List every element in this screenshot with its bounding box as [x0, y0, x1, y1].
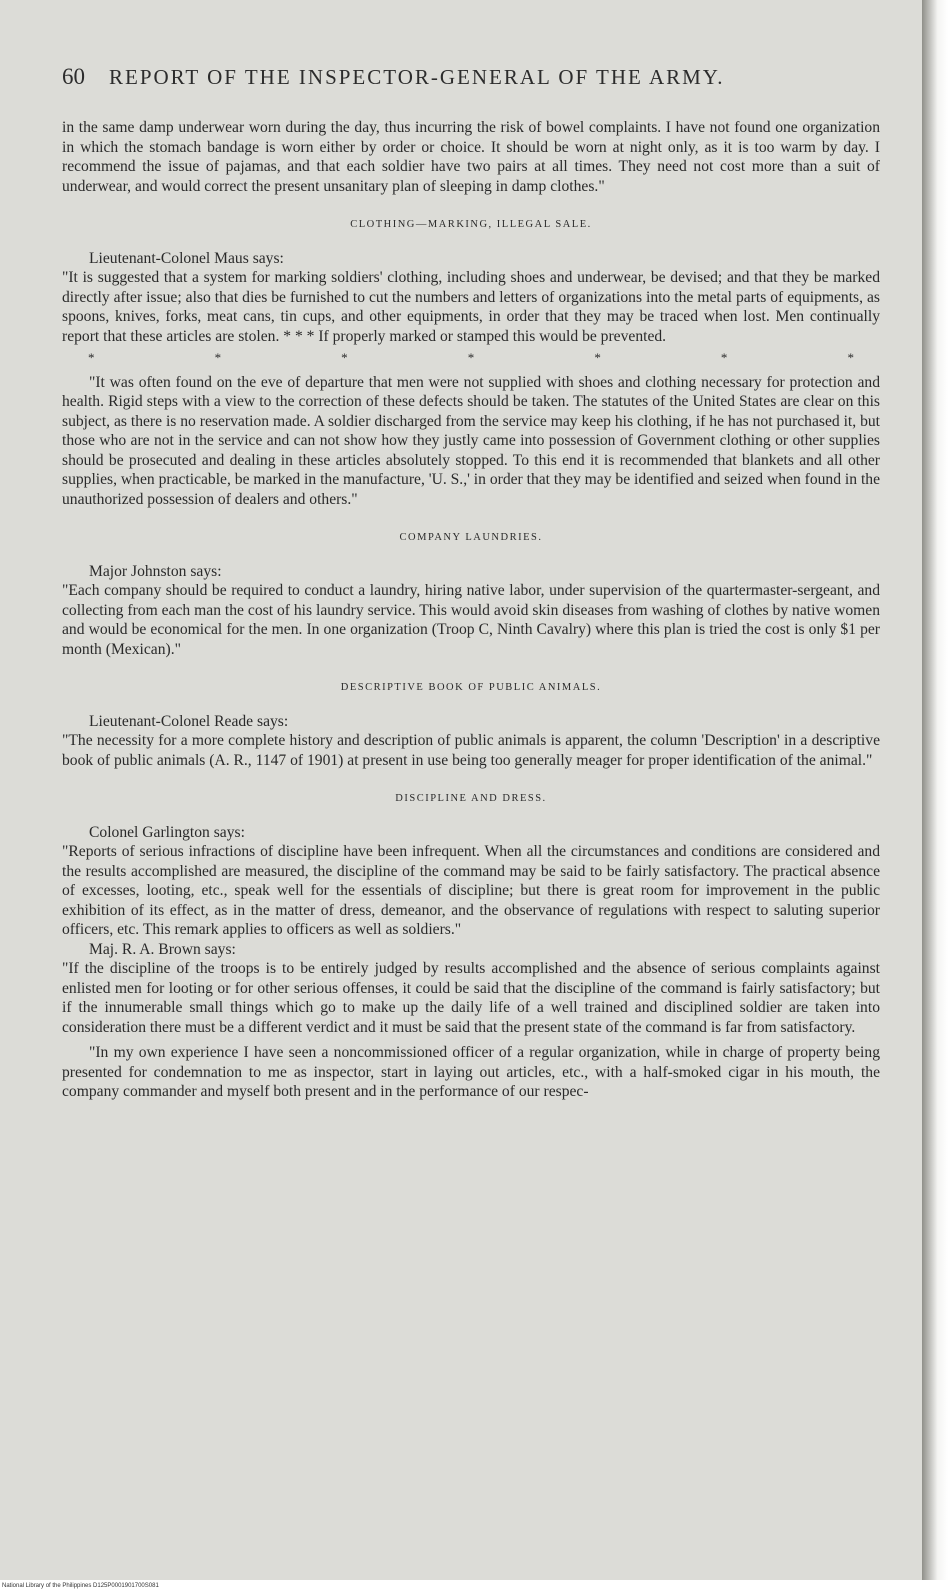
scan-footer: National Library of the Philippines D125P0001901700S081	[2, 1583, 159, 1589]
speaker-maus: Lieutenant-Colonel Maus says:	[89, 249, 284, 267]
intro-paragraph: in the same damp underwear worn during the day, thus incurring the risk of bowel complaints. I have not found one organization in which the stomach bandage is worn either by order or choice. It should be worn at night only, as it is too warm by day. I recommend the issue of pajamas, and that each soldier have two pairs at all times. They need not cost more than a suit of underwear, and would correct the present unsanitary plan of sleeping in damp clothes."	[62, 119, 880, 195]
section-heading-animals: DESCRIPTIVE BOOK OF PUBLIC ANIMALS.	[340, 682, 602, 693]
paragraph-maus-1: "It is suggested that a system for marking soldiers' clothing, including shoes and underwear, be devised; and that they be marked directly after issue; also that dies be furnished to cut the numbers and letters of organizations into the metal parts of equipments, as spoons, knives, forks, meat cans, tin cups, and other equipments, in order that they may be traced when lost. Men continually report that these articles are stolen. * * * If properly marked or stamped this would be prevented.	[62, 269, 880, 345]
body-text	[62, 118, 880, 1102]
paragraph-reade: "The necessity for a more complete history and description of public animals is apparent, the column 'Description' in a descriptive book of public animals (A. R., 1147 of 1901) at present in use being too generally meager for proper identification of the animal."	[62, 732, 880, 769]
running-header	[62, 64, 822, 90]
running-title: REPORT OF THE INSPECTOR-GENERAL OF THE ARMY.	[109, 65, 725, 89]
speaker-brown: Maj. R. A. Brown says:	[89, 940, 236, 958]
section-heading-laundries: COMPANY LAUNDRIES.	[399, 532, 543, 543]
paragraph-maus-2: "It was often found on the eve of departure that men were not supplied with shoes and clothing necessary for protection and health. Rigid steps with a view to the correction of these defects should be taken. The statutes of the United States are clear on this subject, as there is no reservation made. A soldier discharged from the service may keep his clothing, if he has not purchased it, but those who are not in the service and can not show how they justly came into possession of Government clothing or other supplies should be prosecuted and dealing in these articles absolutely stopped. To this end it is recommended that blankets and all other supplies, when practicable, be marked in the manufacture, 'U. S.,' in order that they may be identified and seized when found in the unauthorized possession of dealers and others."	[62, 373, 880, 508]
paragraph-brown-2: "In my own experience I have seen a noncommissioned officer of a regular organization, while in charge of property being presented for condemnation to me as inspector, start in laying out articles, etc., with a half-smoked cigar in his mouth, the company commander and myself both present and in the performance of our respec-	[62, 1044, 880, 1100]
page-number: 60	[62, 64, 85, 89]
paragraph-johnston: "Each company should be required to conduct a laundry, hiring native labor, under supervision of the quartermaster-sergeant, and collecting from each man the cost of his laundry service. This would avoid skin diseases from washing of clothes by native women and would be economical for the men. In one organization (Troop C, Ninth Cavalry) where this plan is tried the cost is only $1 per month (Mexican)."	[62, 582, 880, 658]
speaker-johnston: Major Johnston says:	[89, 562, 222, 580]
ellipsis-stars: * * * * * * *	[88, 350, 854, 365]
page-edge-shadow	[922, 0, 948, 1580]
section-heading-discipline: DISCIPLINE AND DRESS.	[395, 793, 547, 804]
speaker-reade: Lieutenant-Colonel Reade says:	[89, 712, 289, 730]
speaker-garlington: Colonel Garlington says:	[89, 823, 245, 841]
section-heading-clothing: CLOTHING—MARKING, ILLEGAL SALE.	[350, 219, 592, 230]
paragraph-garlington: "Reports of serious infractions of discipline have been infrequent. When all the circumstances and conditions are considered and the results accomplished are measured, the discipline of the command may be said to be fairly satisfactory. The practical absence of excesses, looting, etc., speak well for the essentials of discipline; but there is great room for improvement in the public exhibition of its effect, as in the matter of dress, demeanor, and the observance of regulations with respect to saluting superior officers, etc. This remark applies to officers as well as soldiers."	[62, 843, 880, 938]
paragraph-brown-1: "If the discipline of the troops is to be entirely judged by results accomplished and the absence of serious complaints against enlisted men for looting or for other serious offenses, it could be said that the discipline of the command is fairly satisfactory; but if the innumerable small things which go to make up the daily life of a well trained and disciplined soldier are taken into consideration there must be a different verdict and it must be said that the present state of the command is far from satisfactory.	[62, 960, 880, 1036]
